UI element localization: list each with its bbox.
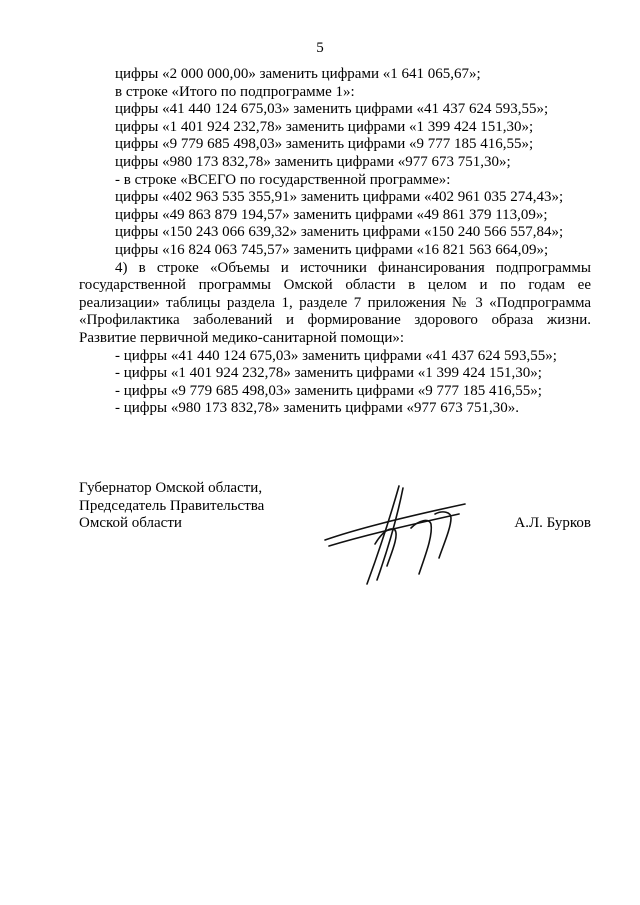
text-line: - цифры «1 401 924 232,78» заменить цифрами «1 399 424 151,30»; [115, 365, 542, 382]
text-line: - в строке «ВСЕГО по государственной программе»: [115, 171, 451, 188]
text-line: - цифры «9 779 685 498,03» заменить цифрами «9 777 185 416,55»; [115, 382, 542, 399]
text-line: - цифры «41 440 124 675,03» заменить цифрами «41 437 624 593,55»; [115, 347, 557, 364]
text-line: цифры «9 779 685 498,03» заменить цифрами «9 777 185 416,55»; [115, 136, 534, 153]
text-line: цифры «41 440 124 675,03» заменить цифрами «41 437 624 593,55»; [115, 101, 549, 118]
text-line: цифры «1 401 924 232,78» заменить цифрами «1 399 424 151,30»; [115, 118, 534, 135]
text-line: цифры «49 863 879 194,57» заменить цифрами «49 861 379 113,09»; [115, 206, 548, 223]
text-line: цифры «402 963 535 355,91» заменить цифрами «402 961 035 274,43»; [115, 189, 564, 206]
text-line: цифры «16 824 063 745,57» заменить цифрами «16 821 563 664,09»; [115, 241, 549, 258]
signatory-title-line: Председатель Правительства [79, 497, 265, 514]
handwritten-signature [319, 484, 469, 594]
text-line: - цифры «980 173 832,78» заменить цифрами «977 673 751,30». [115, 400, 519, 417]
text-line: в строке «Итого по подпрограмме 1»: [115, 83, 355, 100]
signatory-title [79, 480, 264, 533]
paragraph-4: 4) в строке «Объемы и источники финансирования подпрограммы государственной программы Омской области в целом и по годам ее реализации» таблицы раздела 1, разделе 7 приложения № 3 «Подпрограмма «Профилактика заболеваний и формирование здорового образа жизни. Развитие первичной медико-санитарной помощи»: [79, 259, 591, 346]
signatory-name: А.Л. Бурков [514, 515, 591, 531]
text-line: цифры «150 243 066 639,32» заменить цифрами «150 240 566 557,84»; [115, 224, 564, 241]
signature-block [79, 480, 591, 590]
text-line: цифры «980 173 832,78» заменить цифрами «977 673 751,30»; [115, 153, 511, 170]
text-line: цифры «2 000 000,00» заменить цифрами «1 641 065,67»; [115, 66, 481, 82]
page-number: 5 [316, 40, 324, 56]
signatory-title-line: Губернатор Омской области, [79, 480, 263, 496]
document-body [79, 66, 591, 418]
signatory-title-line: Омской области [79, 515, 182, 532]
